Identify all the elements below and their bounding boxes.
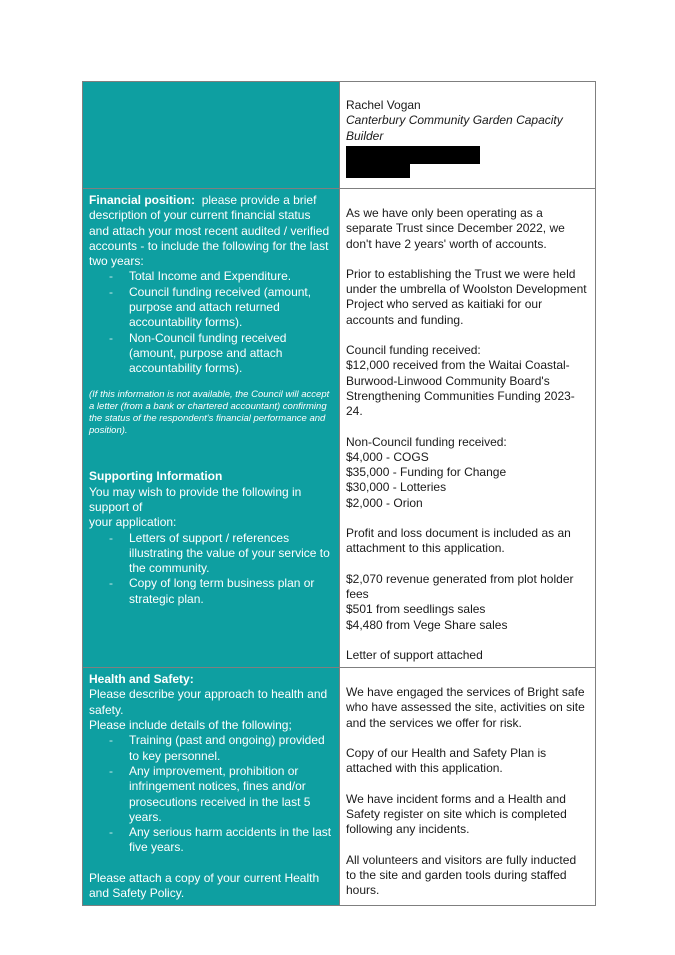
answer-paragraph: We have incident forms and a Health and Safety register on site which is completed following any incidents. [346,791,567,837]
funding-item: $4,000 - COGS [346,449,429,464]
health-safety-row [83,668,596,906]
supporting-bullet-list [89,531,333,607]
contact-left-cell [83,82,340,189]
supporting-line-1: You may wish to provide the following in support of [89,484,302,514]
health-safety-line-1: Please describe your approach to health and safety. [89,687,328,717]
answer-paragraph: Letter of support attached [346,647,483,662]
revenue-item: $4,480 from Vege Share sales [346,617,508,632]
supporting-line-2: your application: [89,515,177,530]
answer-paragraph: Prior to establishing the Trust we were held under the umbrella of Woolston Development Project who served as kaitiaki for our accounts and funding. [346,266,587,327]
answer-paragraph: We have engaged the services of Bright safe who have assessed the site, activities on site and the services we offer for risk. [346,685,585,730]
list-item: - Council funding received (amount, purpose and attach returned accountability forms). [109,284,312,330]
answer-paragraph: Profit and loss document is included as an attachment to this application. [346,526,571,556]
contact-right-cell [340,82,596,189]
noncouncil-funding-heading: Non-Council funding received: [346,434,507,449]
financial-note: (If this information is not available, the Council will accept a letter (from a bank or chartered accountant) confirming the status of the respondent's financial performance and position). [89,388,330,437]
answer-paragraph: All volunteers and visitors are fully inducted to the site and garden tools during staffed hours. [346,852,577,898]
supporting-heading: Supporting Information [89,469,223,484]
financial-question-cell [83,189,340,668]
council-funding-heading: Council funding received: [346,343,481,358]
funding-item: $30,000 - Lotteries [346,480,447,495]
list-item: - Any serious harm accidents in the last five years. [109,825,332,855]
health-safety-closing: Please attach a copy of your current Health and Safety Policy. [89,870,320,900]
health-safety-bullet-list [89,733,333,855]
council-funding-text: $12,000 received from the Waitai Coastal-Burwood-Linwood Community Board's Strengthening Communities Funding 2023-24. [346,358,575,419]
financial-heading: Financial position: [89,193,196,207]
answer-paragraph: Copy of our Health and Safety Plan is attached with this application. [346,746,547,776]
financial-answer-cell [340,189,596,668]
funding-item: $35,000 - Funding for Change [346,465,507,480]
list-item: - Copy of long term business plan or strategic plan. [109,576,315,606]
financial-intro: please provide a brief description of your current financial status and attach your most recent audited / verified accounts - to include the following for the last two years: [89,193,330,269]
contact-name: Rachel Vogan [346,98,421,112]
list-item: - Total Income and Expenditure. [109,269,292,284]
revenue-item: $2,070 revenue generated from plot holder fees [346,571,574,601]
financial-bullet-list [89,269,333,376]
funding-item: $2,000 - Orion [346,495,423,510]
list-item: - Non-Council funding received (amount, purpose and attach accountability forms). [109,330,287,376]
contact-row [83,82,596,189]
answer-paragraph: As we have only been operating as a separate Trust since December 2022, we don't have 2 years' worth of accounts. [346,206,565,251]
list-item: - Letters of support / references illustrating the value of your service to the community. [109,530,330,576]
health-safety-line-2: Please include details of the following; [89,718,292,733]
list-item: - Training (past and ongoing) provided to key personnel. [109,733,325,763]
contact-role: Canterbury Community Garden Capacity Builder [346,113,563,143]
redacted-block [346,146,480,180]
health-safety-question-cell [83,668,340,906]
health-safety-answer-cell [340,668,596,906]
health-safety-heading: Health and Safety: [89,672,194,687]
revenue-item: $501 from seedlings sales [346,602,486,617]
application-form-table [82,81,596,906]
financial-row [83,189,596,668]
list-item: - Any improvement, prohibition or infringement notices, fines and/or prosecutions received in the last 5 years. [109,763,311,824]
